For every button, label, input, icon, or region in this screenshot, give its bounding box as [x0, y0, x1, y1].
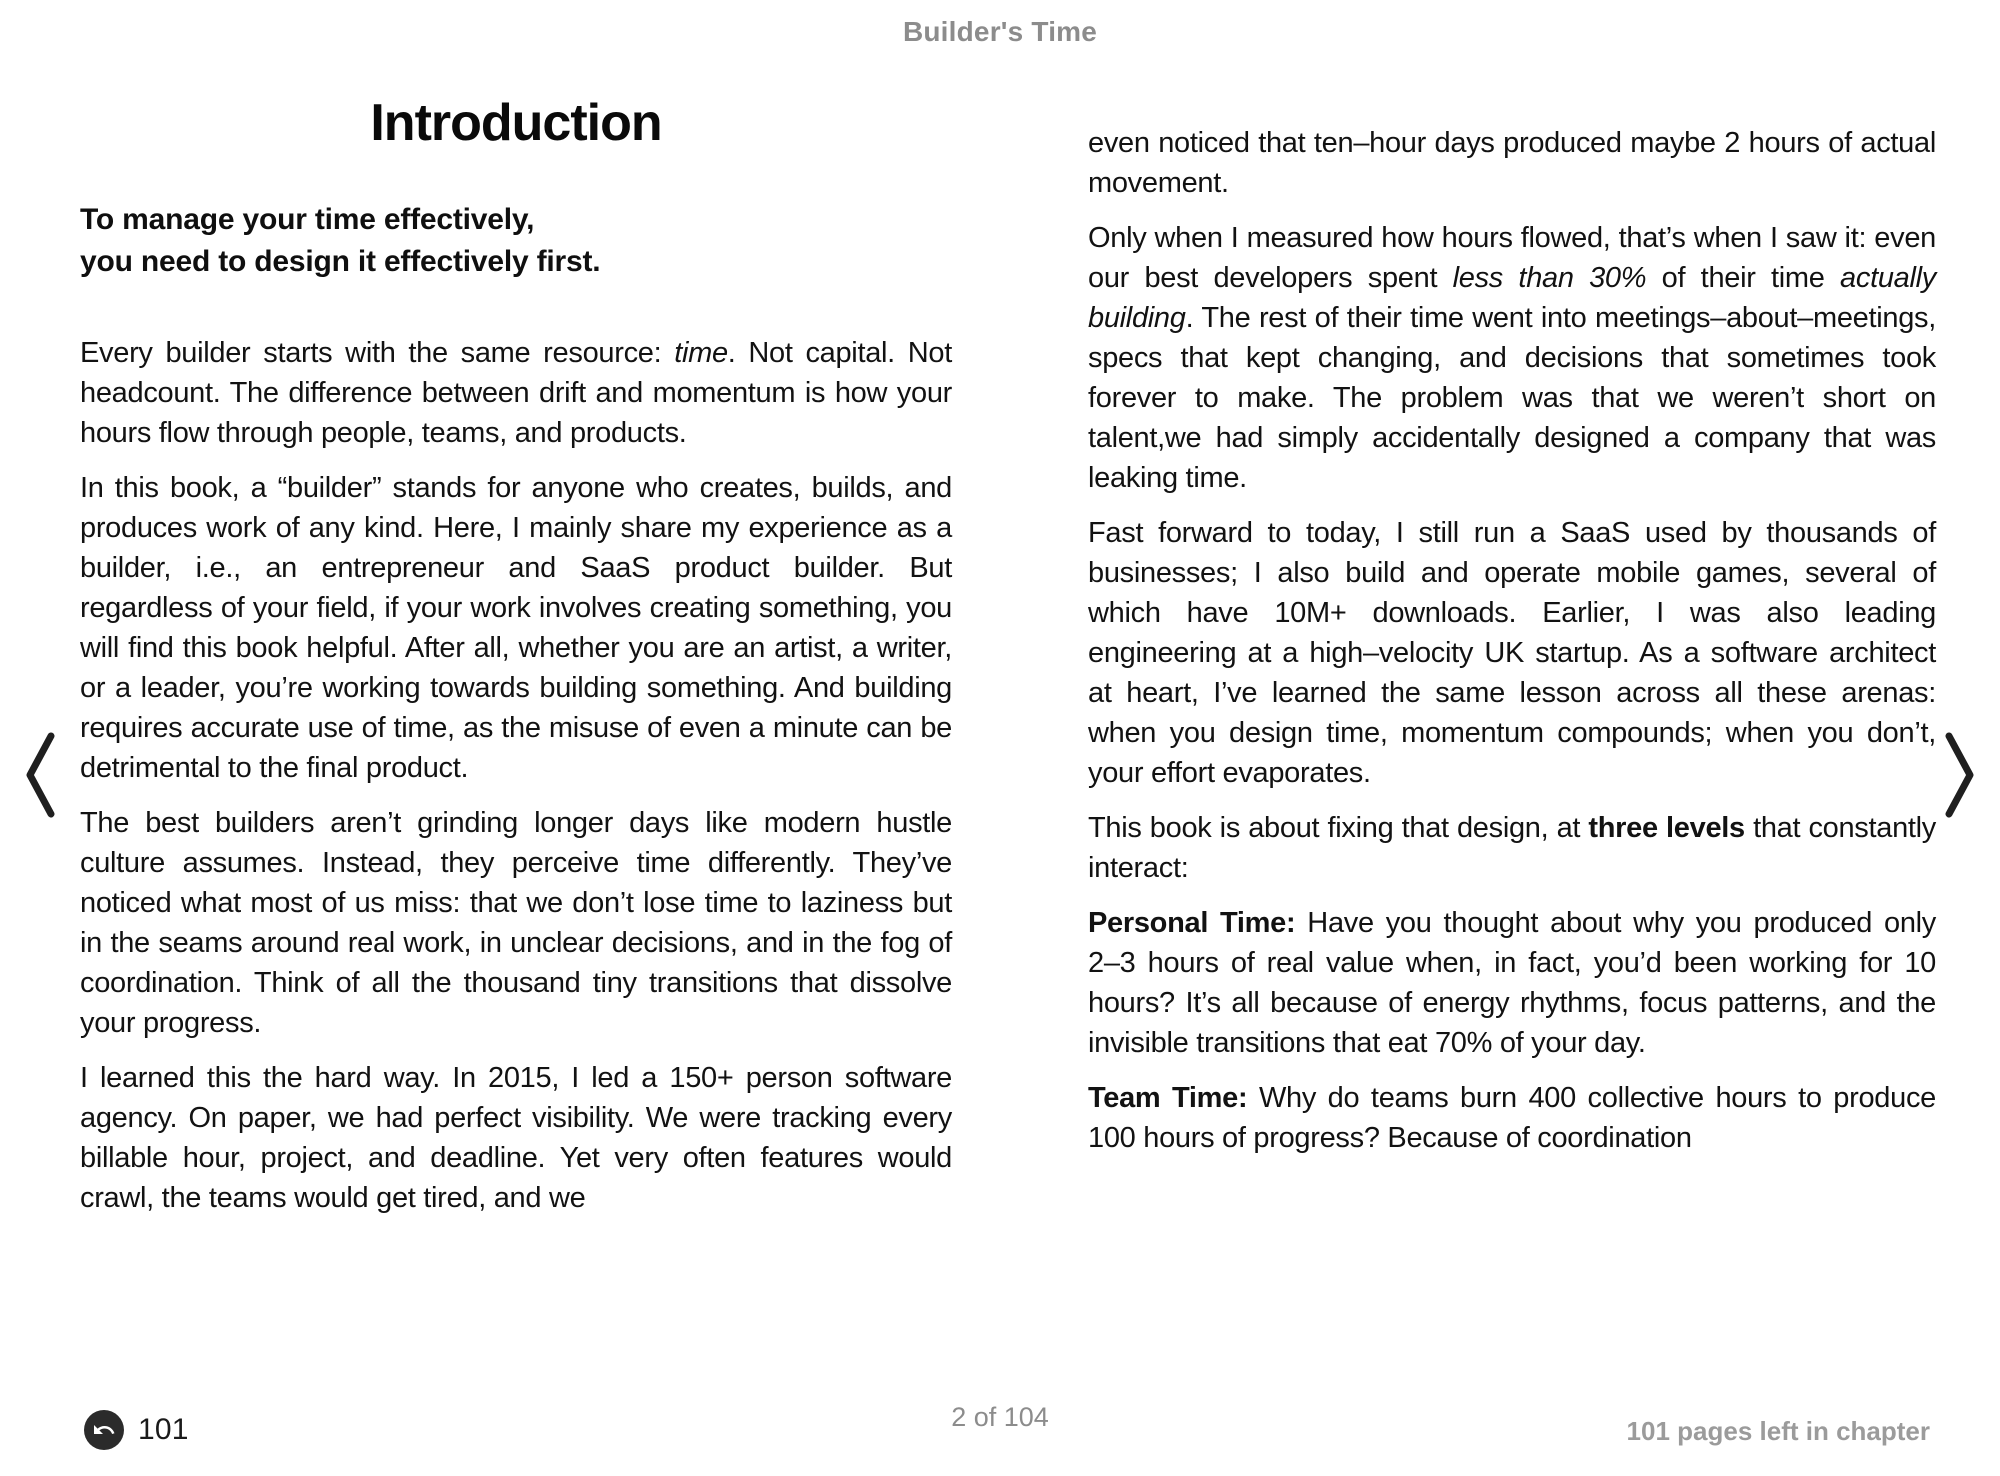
lead-line-1: To manage your time effectively, [80, 203, 535, 236]
back-page-number: 101 [138, 1413, 189, 1446]
chevron-right-icon [1941, 730, 1979, 820]
paragraph: Fast forward to today, I still run a SaaS used by thousands of businesses; I also build and operate mobile games, several of which have 10M+ downloads. Earlier, I was also leading engineering at a high–velocity UK startup. As a software architect at heart, I’ve learned the same lesson across all these arenas: when you design time, momentum compounds; when you don’t, your effort evaporates. [1088, 517, 1936, 789]
next-page-button[interactable] [1938, 728, 1982, 822]
lead-line-2: you need to design it effectively first. [80, 245, 601, 278]
paragraph: In this book, a “builder” stands for anyone who creates, builds, and produces work of any kind. Here, I mainly share my experience as a builder, i.e., an entrepreneur and SaaS product builder. But regardless of your field, if your work involves creating something, you will find this book helpful. After all, whether you are an artist, a writer, or a leader, you’re working towards building something. And building requires accurate use of time, as the misuse of even a minute can be detrimental to the final product. [80, 472, 952, 784]
pages-left-label: 101 pages left in chapter [1626, 1416, 1930, 1446]
paragraph: I learned this the hard way. In 2015, I led a 150+ person software agency. On paper, we had perfect visibility. We were tracking every billable hour, project, and deadline. Yet very often features would crawl, the teams would get tired, and we [80, 1062, 952, 1214]
chapter-title: Introduction [370, 94, 662, 152]
paragraph: Every builder starts with the same resource: time. Not capital. Not headcount. The difference between drift and momentum is how your hours flow through people, teams, and products. [80, 337, 952, 449]
paragraph: Team Time: Why do teams burn 400 collective hours to produce 100 hours of progress? Because of coordination [1088, 1082, 1936, 1154]
chapter-lead [80, 199, 952, 283]
right-page-column [1088, 123, 1936, 1173]
book-title-header: Builder's Time [902, 16, 1098, 47]
paragraph: Personal Time: Have you thought about why you produced only 2–3 hours of real value when, in fact, you’d been working for 10 hours? It’s all because of energy rhythms, focus patterns, and the invisible transitions that eat 70% of your day. [1088, 907, 1936, 1059]
paragraph: This book is about fixing that design, at three levels that constantly interact: [1088, 812, 1937, 884]
prev-page-button[interactable] [18, 728, 62, 822]
left-page-column [80, 0, 952, 1233]
paragraph: The best builders aren’t grinding longer days like modern hustle culture assumes. Instead, they perceive time differently. They’ve noticed what most of us miss: that we don’t lose time to laziness but in the seams around real work, in unclear decisions, and in the fog of coordination. Think of all the thousand tiny transitions that dissolve your progress. [80, 807, 952, 1039]
page-position-label: 2 of 104 [951, 1402, 1049, 1432]
paragraph: even noticed that ten–hour days produced maybe 2 hours of actual movement. [1088, 127, 1936, 199]
paragraph: Only when I measured how hours flowed, that’s when I saw it: even our best developers spent less than 30% of their time actually building. The rest of their time went into meetings–about–meetings, specs that kept changing, and decisions that sometimes took forever to make. The problem was that we weren’t short on talent,we had simply accidentally designed a company that was leaking time. [1088, 222, 1936, 494]
chevron-left-icon [21, 730, 59, 820]
